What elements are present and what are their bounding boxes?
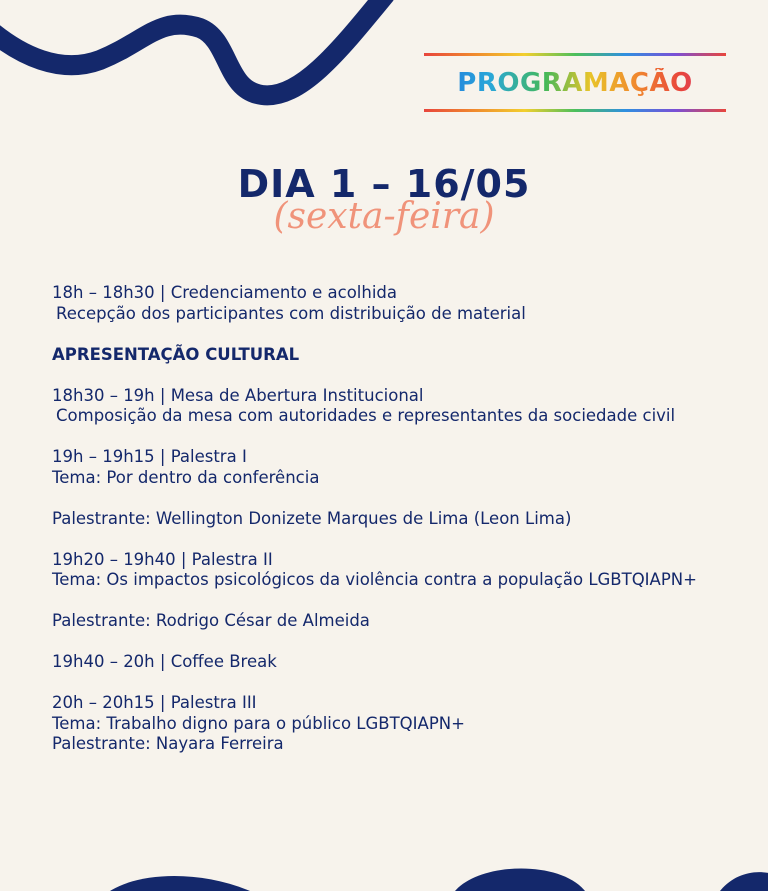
coffee-break: 19h40 – 20h | Coffee Break bbox=[52, 652, 277, 671]
abertura-time: 18h30 – 19h | Mesa de Abertura Institucional bbox=[52, 385, 424, 405]
palestra3-tema: Tema: Trabalho digno para o público LGBTQIAPN+ bbox=[52, 713, 465, 733]
cultural-heading: APRESENTAÇÃO CULTURAL bbox=[52, 344, 300, 364]
rainbow-rule-bottom bbox=[424, 109, 726, 112]
credenciamento-time: 18h – 18h30 | Credenciamento e acolhida bbox=[52, 283, 398, 302]
rainbow-rule-top bbox=[424, 53, 726, 56]
palestra3-speaker: Palestrante: Nayara Ferreira bbox=[52, 734, 284, 753]
palestra2-time: 19h20 – 19h40 | Palestra II bbox=[52, 549, 273, 569]
palestra1-time: 19h – 19h15 | Palestra I bbox=[52, 447, 247, 466]
day-title: DIA 1 – 16/05 bbox=[237, 162, 531, 206]
abertura-desc: Composição da mesa com autoridades e representantes da sociedade civil bbox=[56, 406, 676, 425]
palestra2-speaker: Palestrante: Rodrigo César de Almeida bbox=[52, 611, 370, 630]
bottom-wave-left bbox=[110, 876, 250, 891]
palestra1-tema: Tema: Por dentro da conferência bbox=[52, 467, 320, 487]
palestra2-tema: Tema: Os impactos psicológicos da violência contra a população LGBTQIAPN+ bbox=[52, 570, 697, 589]
schedule-list bbox=[52, 283, 752, 755]
weekday-subtitle: (sexta-feira) bbox=[273, 196, 495, 237]
palestra3-time: 20h – 20h15 | Palestra III bbox=[52, 693, 257, 712]
bottom-wave-right bbox=[720, 872, 768, 891]
bottom-wave-center bbox=[455, 868, 585, 891]
programacao-banner bbox=[424, 53, 726, 115]
banner-word: PROGRAMAÇÃO bbox=[424, 68, 726, 98]
top-wave-shape bbox=[0, 0, 385, 95]
credenciamento-desc: Recepção dos participantes com distribuição de material bbox=[56, 303, 526, 323]
palestra1-speaker: Palestrante: Wellington Donizete Marques de Lima (Leon Lima) bbox=[52, 508, 572, 528]
